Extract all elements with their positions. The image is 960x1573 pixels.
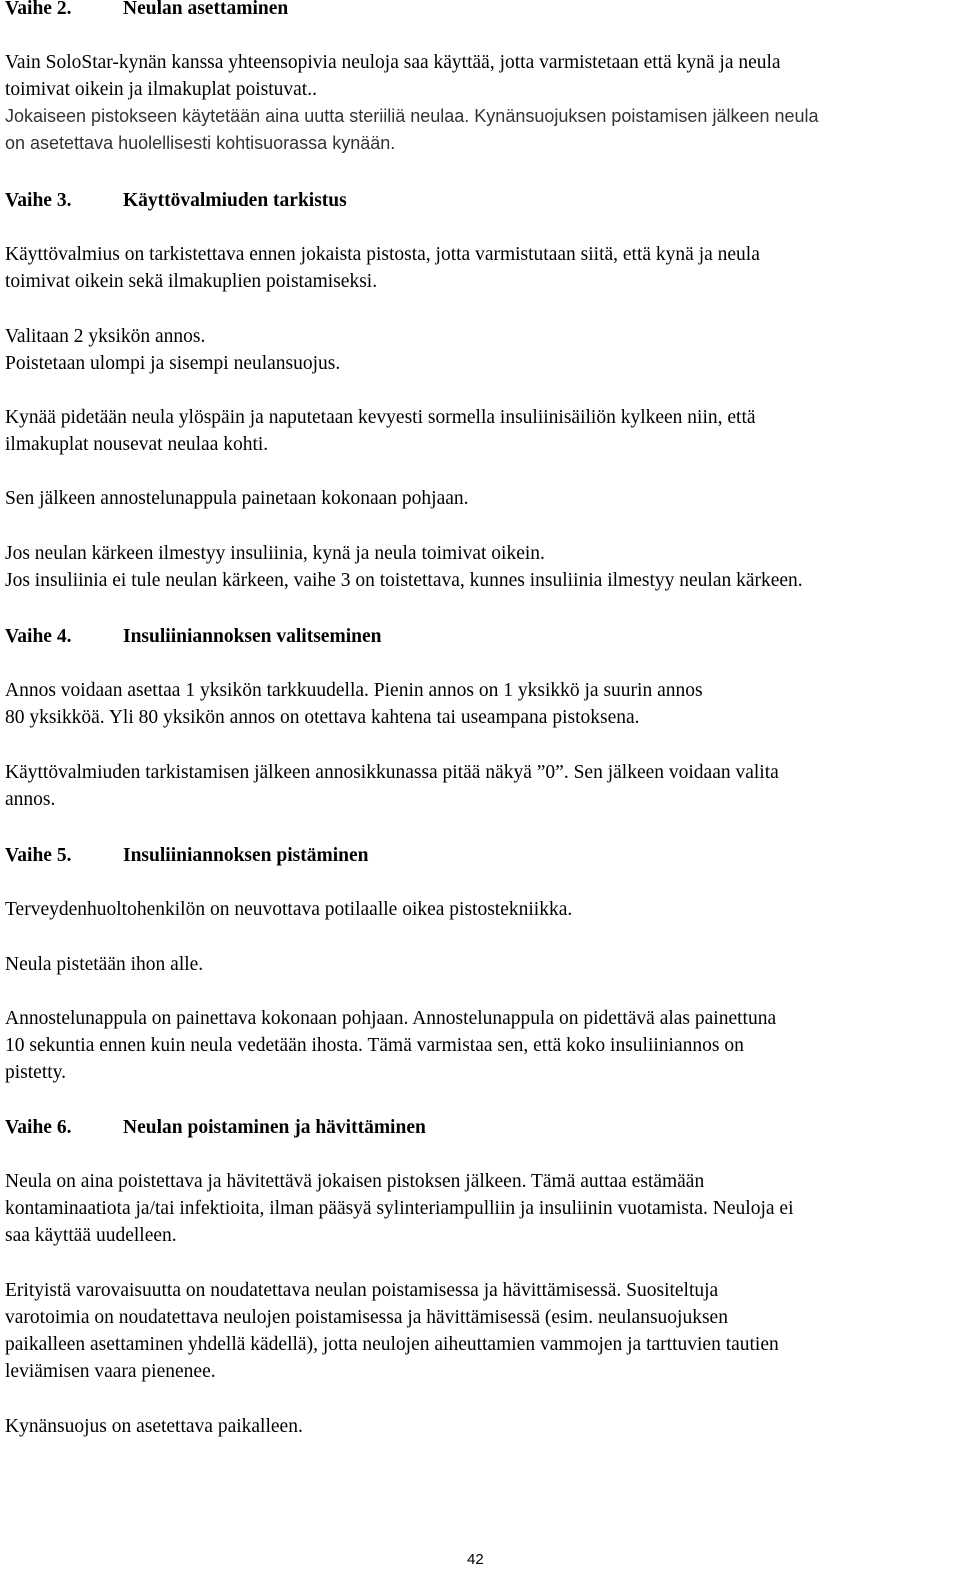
section-heading [5, 1114, 426, 1141]
text-line: Annostelunappula on painettava kokonaan pohjaan. Annostelunappula on pidettävä alas painettuna [5, 1008, 777, 1029]
text-line: pistetty. [5, 1062, 67, 1083]
step-number: Vaihe 2. [5, 0, 72, 19]
text-line: leviämisen vaara pienenee. [5, 1361, 216, 1382]
paragraph [5, 677, 954, 731]
text-line: Erityistä varovaisuutta on noudatettava neulan poistamisessa ja hävittämisessä. Suositeltuja [5, 1280, 719, 1301]
section-heading [5, 187, 347, 214]
paragraph [5, 1413, 954, 1440]
page-number: 42 [467, 1551, 484, 1568]
text-line: 80 yksikköä. Yli 80 yksikön annos on otettava kahtena tai useampana pistoksena. [5, 707, 640, 728]
paragraph [5, 896, 954, 923]
text-line: kontaminaatiota ja/tai infektioita, ilman pääsyä sylinteriampulliin ja insuliinin vuotamista. Neuloja ei [5, 1198, 794, 1219]
text-line: Kynänsuojus on asetettava paikalleen. [5, 1416, 303, 1437]
section-title: Käyttövalmiuden tarkistus [123, 190, 347, 211]
text-line: Neula on aina poistettava ja hävitettävä jokaisen pistoksen jälkeen. Tämä auttaa estämään [5, 1171, 705, 1192]
step-number: Vaihe 6. [5, 1117, 72, 1138]
paragraph [5, 323, 954, 377]
paragraph [5, 1168, 954, 1249]
section-heading [5, 842, 368, 869]
text-line: 10 sekuntia ennen kuin neula vedetään ihosta. Tämä varmistaa sen, että koko insuliiniannos on [5, 1035, 744, 1056]
text-line: toimivat oikein sekä ilmakuplien poistamiseksi. [5, 271, 378, 292]
paragraph [5, 49, 954, 157]
text-line: Jos neulan kärkeen ilmestyy insuliinia, kynä ja neula toimivat oikein. [5, 543, 545, 564]
section-title: Neulan poistaminen ja hävittäminen [123, 1117, 426, 1138]
paragraph [5, 1005, 954, 1086]
text-line: Poistetaan ulompi ja sisempi neulansuojus. [5, 353, 341, 374]
step-number: Vaihe 5. [5, 845, 72, 866]
text-line: paikalleen asettaminen yhdellä kädellä), jotta neulojen aiheuttamien vammojen ja tarttuvien tautien [5, 1334, 779, 1355]
text-line: on asetettava huolellisesti kohtisuorassa kynään. [5, 133, 396, 153]
paragraph [5, 951, 954, 978]
text-line: saa käyttää uudelleen. [5, 1225, 177, 1246]
section-title: Neulan asettaminen [123, 0, 289, 19]
text-line: Annos voidaan asettaa 1 yksikön tarkkuudella. Pienin annos on 1 yksikkö ja suurin annos [5, 680, 703, 701]
paragraph [5, 241, 954, 295]
paragraph [5, 485, 954, 512]
text-line: Kynää pidetään neula ylöspäin ja naputetaan kevyesti sormella insuliinisäiliön kylkeen niin, että [5, 407, 756, 428]
section-heading [5, 0, 288, 22]
text-line: annos. [5, 789, 56, 810]
text-line: Sen jälkeen annostelunappula painetaan kokonaan pohjaan. [5, 488, 469, 509]
text-line: Käyttövalmiuden tarkistamisen jälkeen annosikkunassa pitää näkyä ”0”. Sen jälkeen voidaan valita [5, 762, 779, 783]
text-line: toimivat oikein ja ilmakuplat poistuvat.. [5, 79, 317, 100]
text-line: Terveydenhuoltohenkilön on neuvottava potilaalle oikea pistostekniikka. [5, 899, 573, 920]
paragraph [5, 759, 954, 813]
text-line: ilmakuplat nousevat neulaa kohti. [5, 434, 269, 455]
text-line: Käyttövalmius on tarkistettava ennen jokaista pistosta, jotta varmistutaan siitä, että kynä ja neula [5, 244, 760, 265]
text-line: Valitaan 2 yksikön annos. [5, 326, 206, 347]
section-heading [5, 623, 381, 650]
section-title: Insuliiniannoksen pistäminen [123, 845, 369, 866]
text-line: Neula pistetään ihon alle. [5, 954, 204, 975]
paragraph [5, 540, 954, 594]
text-line: varotoimia on noudatettava neulojen poistamisessa ja hävittämisessä (esim. neulansuojuksen [5, 1307, 728, 1328]
paragraph [5, 404, 954, 458]
step-number: Vaihe 3. [5, 190, 72, 211]
step-number: Vaihe 4. [5, 626, 72, 647]
text-line: Jos insuliinia ei tule neulan kärkeen, vaihe 3 on toistettava, kunnes insuliinia ilmestyy neulan kärkeen. [5, 570, 803, 591]
section-title: Insuliiniannoksen valitseminen [123, 626, 382, 647]
text-line: Vain SoloStar-kynän kanssa yhteensopivia neuloja saa käyttää, jotta varmistetaan että kynä ja neula [5, 52, 781, 73]
text-line: Jokaiseen pistokseen käytetään aina uutta steriiliä neulaa. Kynänsuojuksen poistamisen jälkeen neula [5, 106, 819, 126]
paragraph [5, 1277, 954, 1385]
